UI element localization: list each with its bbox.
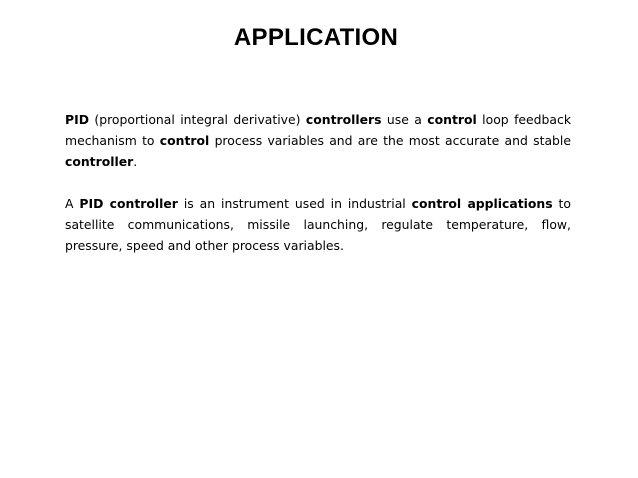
text-run: process variables and are the most accurate and stable [209,133,571,148]
text-run: PID [65,112,89,127]
paragraph-pid-applications [65,193,571,256]
text-run: . [133,154,138,169]
text-run: controller [65,154,134,169]
slide-title: APPLICATION [233,24,399,51]
paragraph-pid-definition [65,109,571,172]
text-run: control applications [411,196,553,211]
text-run: use a [381,112,428,127]
text-run: PID controller [79,196,178,211]
text-run: control [159,133,210,148]
text-run: is an instrument used in industrial [177,196,412,211]
slide-body [65,109,571,256]
text-run: control [427,112,477,127]
text-run: to satellite communications, missile launching, regulate temperature, flow, pressure, speed and other process variables. [65,196,571,253]
text-run: (proportional integral derivative) [88,112,306,127]
text-run: loop feedback mechanism to [65,112,571,148]
text-run: A [65,196,80,211]
text-run: controllers [305,112,382,127]
